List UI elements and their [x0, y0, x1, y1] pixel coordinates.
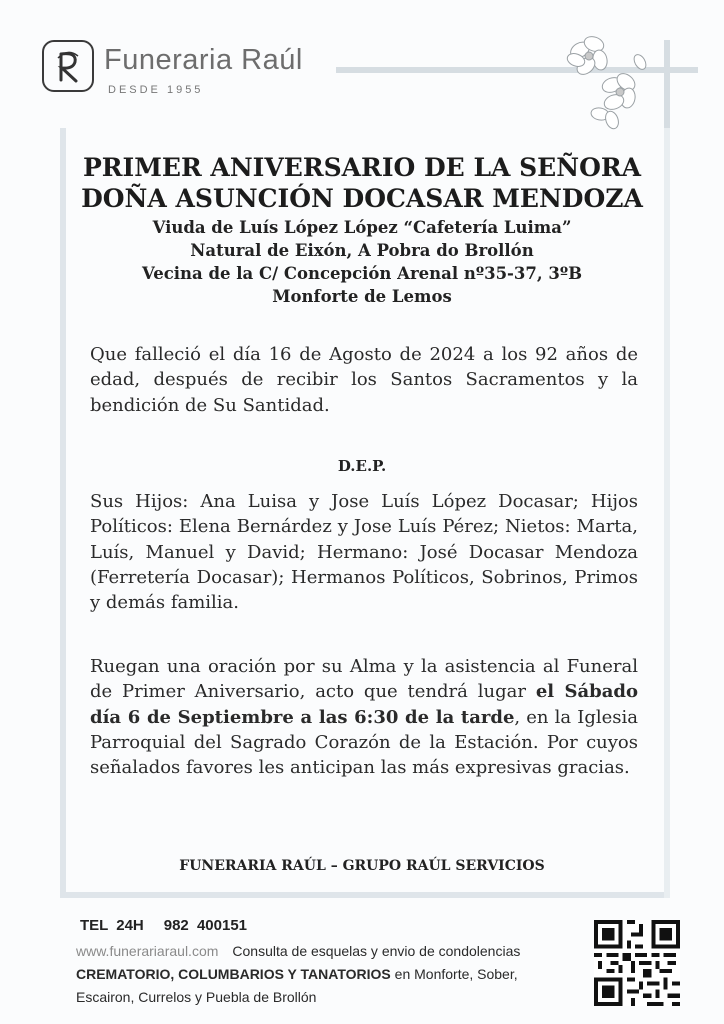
brand-since: DESDE 1955 — [108, 84, 204, 96]
phone-number[interactable]: 982 400151 — [163, 917, 247, 934]
death-paragraph: Que falleció el día 16 de Agosto de 2024 a los 92 años de edad, después de recibir los Santos Sacramentos y la bendición de Su Santidad. — [90, 344, 638, 416]
notice-title-line-2: DOÑA ASUNCIÓN DOCASAR MENDOZA — [81, 184, 643, 213]
dep-heading: D.E.P. — [337, 457, 387, 475]
phone-line — [80, 917, 267, 934]
footer-text-start: Consulta de esquelas y envio de condolencias — [232, 943, 521, 959]
flower-decoration-icon — [552, 30, 652, 130]
notice-subtitle-address: Vecina de la C/ Concepción Arenal nº35-37, 3ºB — [141, 264, 583, 283]
brand-name: Funeraria Raúl — [104, 44, 303, 76]
footer-text-end: en Monforte, Sober, Escairon, Currelos y Puebla de Brollón — [76, 966, 518, 1005]
frame-left-border — [60, 128, 66, 898]
website-link[interactable]: www.funerariaraul.com — [76, 943, 219, 959]
frame-bottom-border — [60, 892, 670, 898]
notice-title-line-1: PRIMER ANIVERSARIO DE LA SEÑORA — [82, 153, 642, 182]
family-paragraph: Sus Hijos: Ana Luisa y Jose Luís López Docasar; Hijos Políticos: Elena Bernárdez y Jose Luís Pérez; Nietos: Marta, Luís, Manuel y David; Hermano: José Docasar Mendoza (Ferretería Docasar); Hermanos Políticos, Sobrinos, Primos y demás familia. — [90, 491, 638, 614]
frame-right-border — [664, 128, 670, 898]
funeraria-logo — [42, 40, 94, 92]
request-date-time: el Sábado día 6 de Septiembre a las 6:30 de la tarde — [90, 681, 639, 728]
request-text-start: Ruegan una oración por su Alma y la asistencia al Funeral de Primer Aniversario, acto que tendrá lugar — [90, 656, 638, 703]
request-text-end: , en la Iglesia Parroquial del Sagrado Corazón de la Estación. Por cuyos señalados favores les anticipan las más expresivas gracias. — [90, 706, 639, 779]
footer-services: CREMATORIO, COLUMBARIOS Y TANATORIOS — [76, 966, 391, 982]
header-divider-vertical — [664, 40, 670, 128]
funeral-request-paragraph — [90, 654, 638, 780]
qr-code-icon[interactable] — [594, 920, 680, 1006]
notice-subtitle-city: Monforte de Lemos — [272, 287, 452, 306]
logo-r-icon — [52, 48, 86, 86]
notice-subtitle-origin: Natural de Eixón, A Pobra do Brollón — [190, 241, 534, 260]
notice-signature: FUNERARIA RAÚL – GRUPO RAÚL SERVICIOS — [179, 858, 545, 874]
phone-label: TEL 24H — [80, 917, 144, 934]
notice-subtitle-widow: Viuda de Luís López López “Cafetería Luima” — [152, 218, 572, 237]
footer-info — [76, 940, 556, 1009]
